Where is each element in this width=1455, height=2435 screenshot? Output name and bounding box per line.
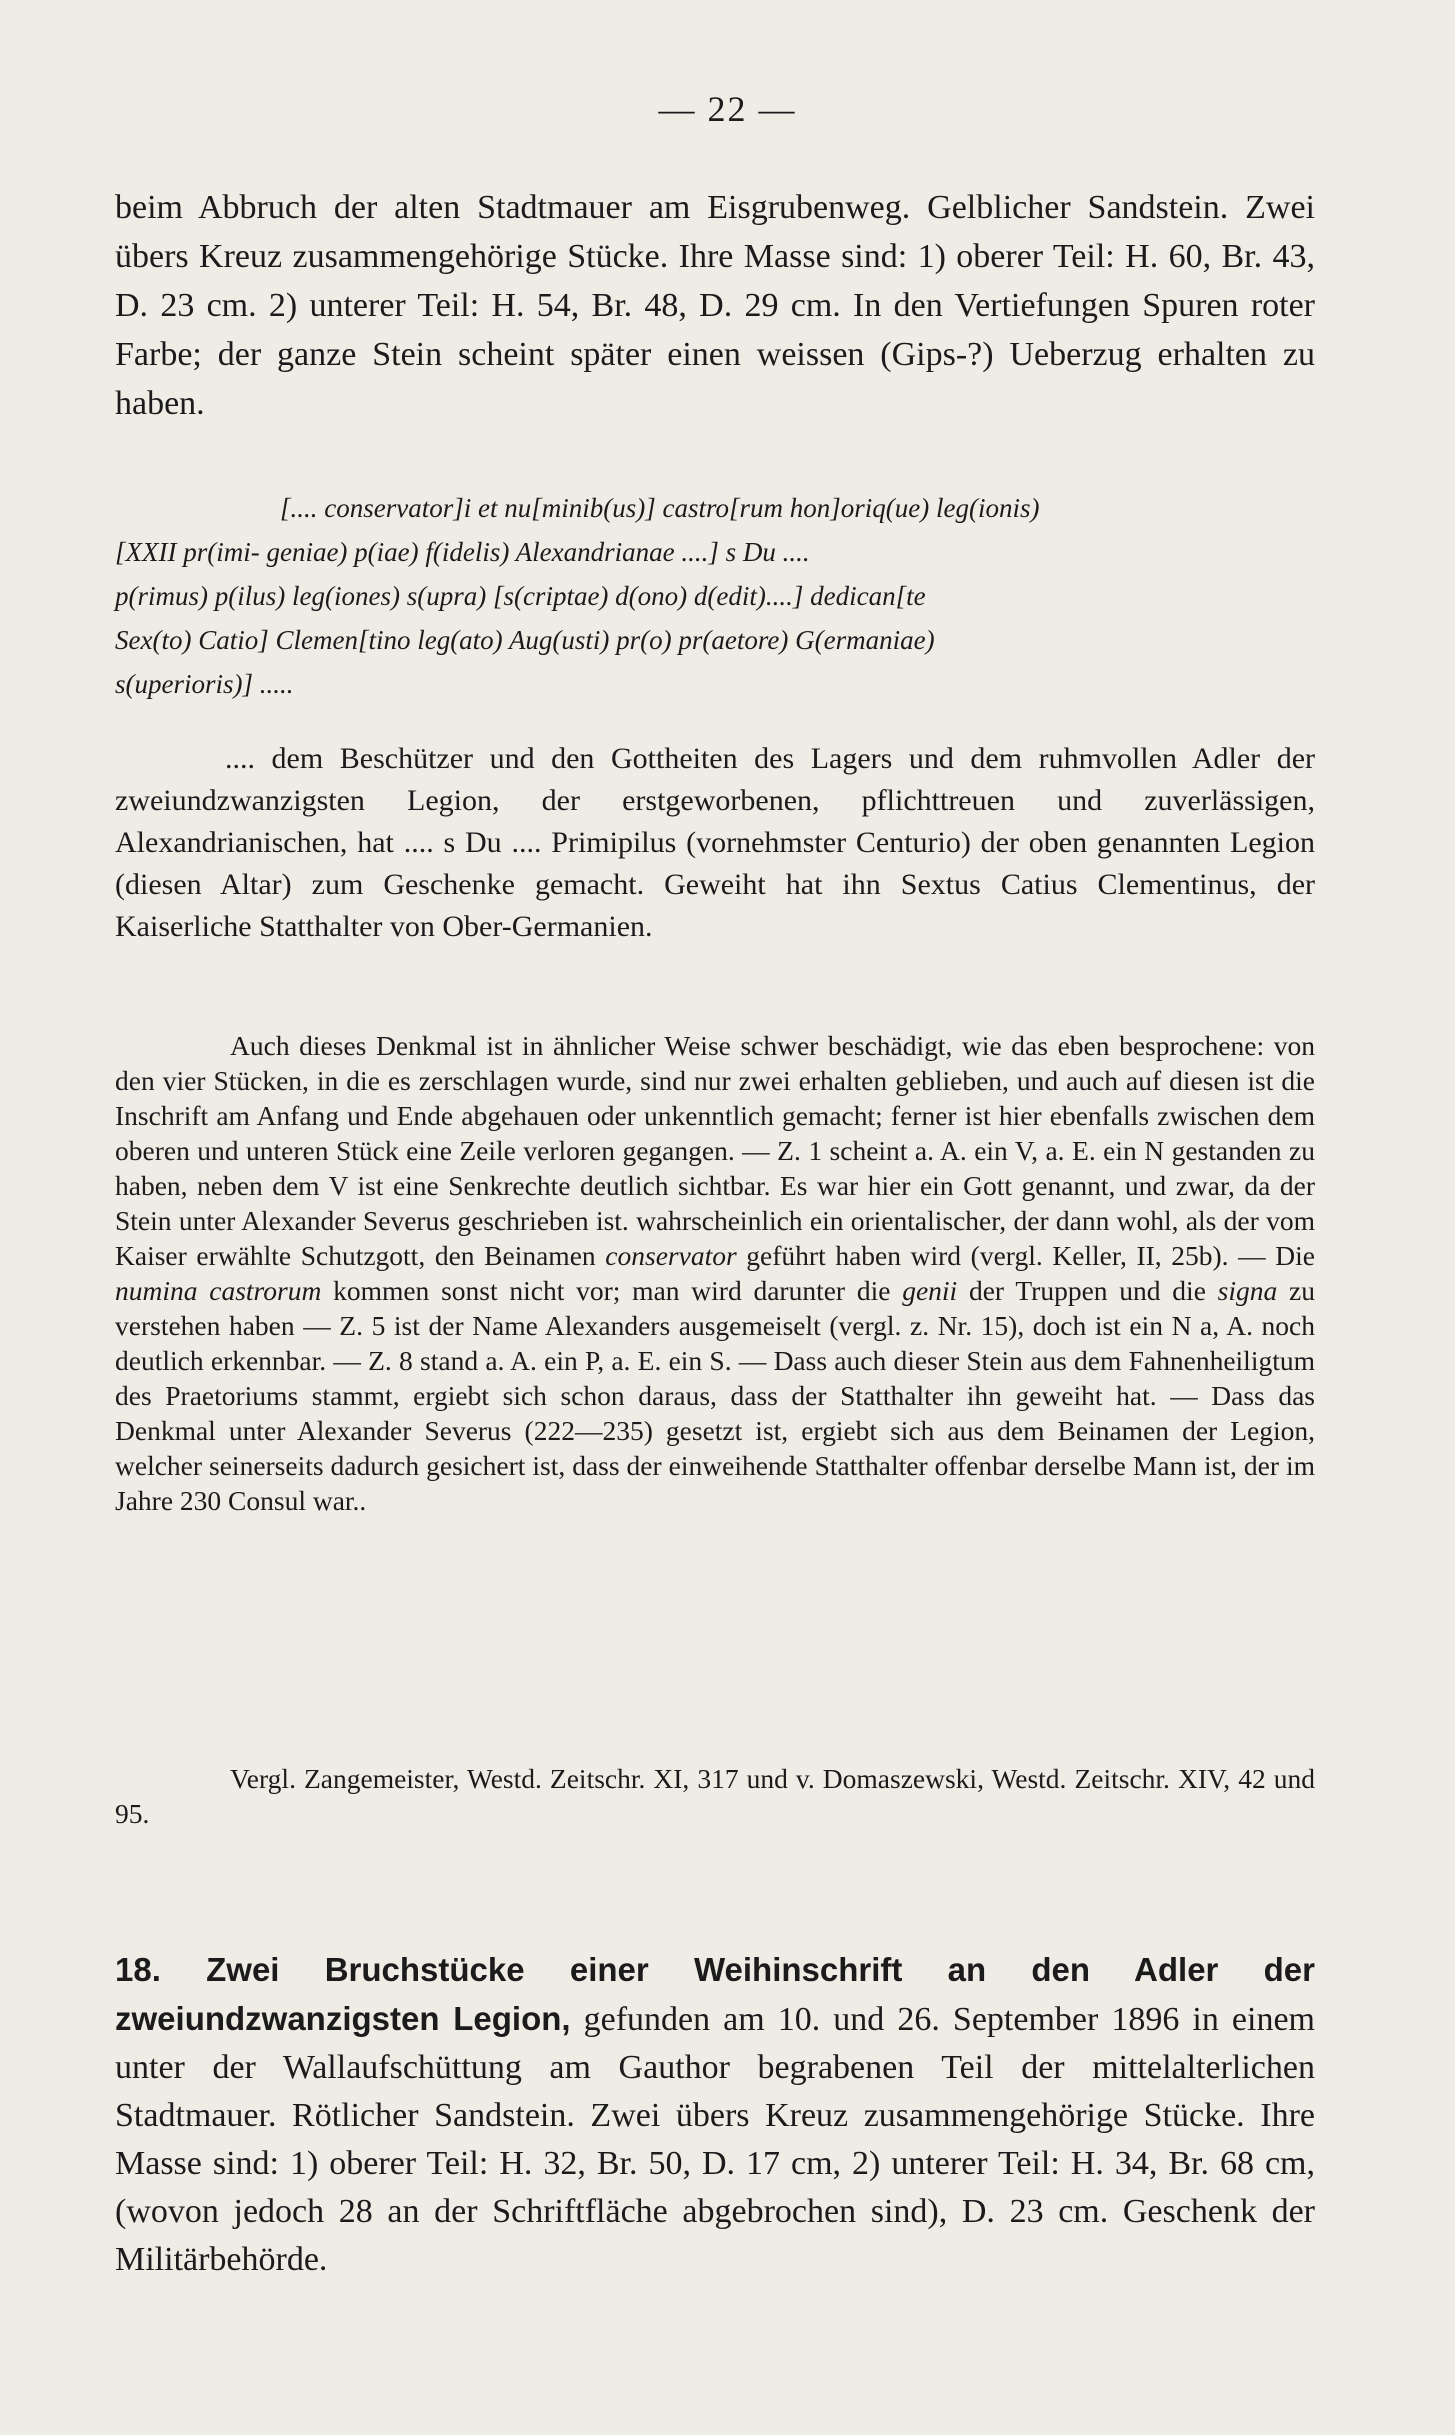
commentary-paragraph — [115, 1028, 1315, 1518]
entry-description: gefunden am 10. und 26. September 1896 in einem unter der Wallaufschüttung am Gauthor begrabenen Teil der mittelalterlichen Stadtmauer. Rötlicher Sandstein. Zwei übers Kreuz zusammengehörige Stücke. Ihre Masse sind: 1) oberer Teil: H. 32, Br. 50, D. 17 cm, 2) unterer Teil: H. 34, Br. 68 cm, (wovon jedoch 28 an der Schriftfläche abgebrochen sind), D. 23 cm. Geschenk der Militärbehörde. — [115, 2001, 1315, 2278]
intro-paragraph: beim Abbruch der alten Stadtmauer am Eisgrubenweg. Gelblicher Sandstein. Zwei übers Kreuz zusammengehörige Stücke. Ihre Masse sind: 1) oberer Teil: H. 60, Br. 43, D. 23 cm. 2) unterer Teil: H. 54, Br. 48, D. 29 cm. In den Vertiefungen Spuren roter Farbe; der ganze Stein scheint später einen weissen (Gips-?) Ueberzug erhalten zu haben. — [115, 189, 1315, 422]
inscription-line: [.... conservator]i et nu[minib(us)] castro[rum hon]oriq(ue) leg(ionis) — [280, 493, 1040, 523]
latin-term: numina castrorum — [115, 1275, 322, 1306]
commentary-text: der Truppen und die — [957, 1275, 1218, 1306]
latin-term: genii — [902, 1275, 958, 1306]
commentary-text: kommen sonst nicht vor; man wird darunter die — [321, 1275, 903, 1306]
entry-heading: 18. Zwei Bruchstücke einer Weihinschrift an den Adler der zweiundzwanzigsten Legion, — [115, 1951, 1315, 2037]
commentary-block — [115, 1028, 1315, 1518]
latin-term: conservator — [605, 1240, 737, 1271]
catalog-entry-18 — [115, 1946, 1315, 2284]
inscription-line: s(uperioris)] ..... — [115, 669, 294, 699]
references-paragraph: Vergl. Zangemeister, Westd. Zeitschr. XI, 317 und v. Domaszewski, Westd. Zeitschr. XIV, 42 und 95. — [115, 1763, 1315, 1829]
inscription-line: Sex(to) Catio] Clemen[tino leg(ato) Aug(usti) pr(o) pr(aetore) G(ermaniae) — [115, 625, 935, 655]
inscription-line: [XXII pr(imi- geniae) p(iae) f(idelis) Alexandrianae ....] s Du .... — [115, 537, 810, 567]
latin-term: signa — [1217, 1275, 1278, 1306]
translation-block — [115, 738, 1315, 948]
translation-paragraph: .... dem Beschützer und den Gottheiten des Lagers und dem ruhmvollen Adler der zweiundzwanzigsten Legion, der erstgeworbenen, pflichttreuen und zuverlässigen, Alexandrianischen, hat .... s Du .... Primipilus (vornehmster Centurio) der oben genannten Legion (diesen Altar) zum Geschenke gemacht. Geweiht hat ihn Sextus Catius Clementinus, der Kaiserliche Statthalter von Ober-Germanien. — [115, 742, 1315, 943]
commentary-text: zu verstehen haben — Z. 5 ist der Name Alexanders ausgemeiselt (vergl. z. Nr. 15), doch ist ein N a, A. noch deutlich erkennbar. — Z. 8 stand a. A. ein P, a. E. ein S. — Dass auch dieser Stein aus dem Fahnenheiligtum des Praetoriums stammt, ergiebt sich schon daraus, dass der Statthalter ihn geweiht hat. — Dass das Denkmal unter Alexander Severus (222—235) gesetzt ist, ergiebt sich aus dem Beinamen der Legion, welcher seinerseits dadurch gesichert ist, dass der einweihende Statthalter offenbar derselbe Mann ist, der im Jahre 230 Consul war.. — [115, 1275, 1315, 1516]
inscription-transcription — [115, 486, 1315, 706]
commentary-text: Auch dieses Denkmal ist in ähnlicher Weise schwer beschädigt, wie das eben besprochene: von den vier Stücken, in die es zerschlagen wurde, sind nur zwei erhalten geblieben, und auch auf diesen ist die Inschrift am Anfang und Ende abgehauen oder unkenntlich gemacht; ferner ist hier ebenfalls zwischen dem oberen und unteren Stück eine Zeile verloren gegangen. — Z. 1 scheint a. A. ein V, a. E. ein N gestanden zu haben, neben dem V ist eine Senkrechte deutlich sichtbar. Es war hier ein Gott genannt, und zwar, da der Stein unter Alexander Severus geschrieben ist. wahrscheinlich ein orientalischer, der dann wohl, als der vom Kaiser erwählte Schutzgott, den Beinamen — [115, 1030, 1315, 1271]
references-block — [115, 1761, 1315, 1831]
inscription-line: p(rimus) p(ilus) leg(iones) s(upra) [s(criptae) d(ono) d(edit)....] dedican[te — [115, 581, 926, 611]
page-number: — 22 — — [658, 89, 797, 129]
commentary-text: geführt haben wird (vergl. Keller, II, 25b). — Die — [736, 1240, 1316, 1271]
